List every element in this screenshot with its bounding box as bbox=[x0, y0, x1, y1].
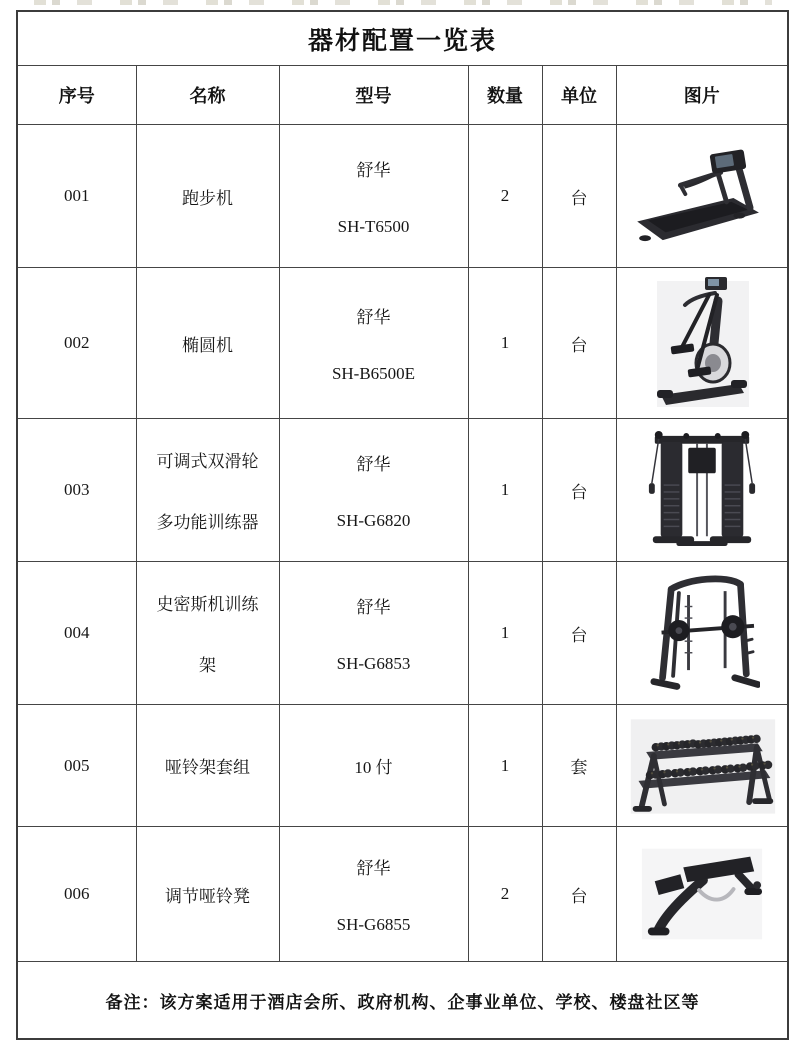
note-text: 备注：该方案适用于酒店会所、政府机构、企事业单位、学校、楼盘社区等 bbox=[17, 962, 788, 1040]
serial-cell: 002 bbox=[17, 268, 136, 419]
name-cell bbox=[136, 268, 279, 419]
col-header-unit: 单位 bbox=[542, 66, 616, 125]
qty-cell: 1 bbox=[468, 562, 542, 705]
model-cell bbox=[279, 705, 468, 827]
unit-cell: 台 bbox=[542, 562, 616, 705]
model-cell bbox=[279, 562, 468, 705]
model-cell bbox=[279, 125, 468, 268]
name-line: 史密斯机训练 bbox=[156, 595, 259, 614]
model-line: SH-G6855 bbox=[336, 914, 411, 934]
col-header-image: 图片 bbox=[616, 66, 788, 125]
serial-cell: 003 bbox=[17, 419, 136, 562]
name-cell bbox=[136, 125, 279, 268]
serial-cell: 006 bbox=[17, 827, 136, 962]
name-line: 椭圆机 bbox=[182, 335, 233, 355]
elliptical-image bbox=[651, 273, 753, 413]
header-row bbox=[17, 66, 788, 125]
serial-cell: 004 bbox=[17, 562, 136, 705]
qty-cell: 2 bbox=[468, 827, 542, 962]
name-cell bbox=[136, 705, 279, 827]
model-cell bbox=[279, 827, 468, 962]
page-title: 器材配置一览表 bbox=[17, 11, 788, 66]
model-line: SH-B6500E bbox=[331, 363, 416, 383]
image-cell bbox=[616, 419, 788, 562]
col-header-serial: 序号 bbox=[17, 66, 136, 125]
unit-cell: 台 bbox=[542, 125, 616, 268]
functional-trainer-image bbox=[643, 426, 761, 554]
name-cell bbox=[136, 562, 279, 705]
clipped-text-remnant bbox=[22, 0, 772, 5]
equipment-table bbox=[16, 10, 789, 1040]
name-line: 可调式双滑轮 bbox=[156, 452, 259, 471]
brand-line: 舒华 bbox=[356, 454, 391, 474]
name-cell bbox=[136, 419, 279, 562]
image-cell bbox=[616, 125, 788, 268]
name-line: 跑步机 bbox=[182, 188, 233, 208]
name-line: 调节哑铃凳 bbox=[165, 886, 250, 906]
table-row bbox=[17, 562, 788, 705]
image-cell bbox=[616, 268, 788, 419]
brand-line: 舒华 bbox=[356, 307, 391, 327]
col-header-model: 型号 bbox=[279, 66, 468, 125]
treadmill-image bbox=[623, 143, 781, 249]
image-cell bbox=[616, 827, 788, 962]
qty-cell: 1 bbox=[468, 705, 542, 827]
brand-line: 舒华 bbox=[356, 597, 391, 617]
model-cell bbox=[279, 268, 468, 419]
brand-line: 舒华 bbox=[356, 858, 391, 878]
unit-cell: 台 bbox=[542, 827, 616, 962]
model-cell bbox=[279, 419, 468, 562]
qty-cell: 1 bbox=[468, 419, 542, 562]
table-row bbox=[17, 268, 788, 419]
table-row bbox=[17, 419, 788, 562]
image-cell bbox=[616, 705, 788, 827]
smith-machine-image bbox=[644, 568, 760, 698]
qty-cell: 2 bbox=[468, 125, 542, 268]
serial-cell: 001 bbox=[17, 125, 136, 268]
serial-cell: 005 bbox=[17, 705, 136, 827]
model-line: SH-G6820 bbox=[336, 510, 411, 530]
dumbbell-rack-image bbox=[625, 715, 779, 817]
unit-cell: 套 bbox=[542, 705, 616, 827]
adjustable-bench-image bbox=[638, 844, 766, 944]
table-row bbox=[17, 827, 788, 962]
model-line: SH-G6853 bbox=[336, 653, 411, 673]
title-row bbox=[17, 11, 788, 66]
col-header-name: 名称 bbox=[136, 66, 279, 125]
name-cell bbox=[136, 827, 279, 962]
name-line: 哑铃架套组 bbox=[165, 758, 250, 777]
name-line: 多功能训练器 bbox=[156, 513, 259, 532]
table-row bbox=[17, 705, 788, 827]
unit-cell: 台 bbox=[542, 268, 616, 419]
qty-cell: 1 bbox=[468, 268, 542, 419]
image-cell bbox=[616, 562, 788, 705]
model-line: 10 付 bbox=[354, 758, 393, 777]
name-line: 架 bbox=[199, 656, 216, 675]
table-row bbox=[17, 125, 788, 268]
col-header-qty: 数量 bbox=[468, 66, 542, 125]
note-row bbox=[17, 962, 788, 1040]
unit-cell: 台 bbox=[542, 419, 616, 562]
model-line: SH-T6500 bbox=[337, 216, 410, 236]
brand-line: 舒华 bbox=[356, 160, 391, 180]
